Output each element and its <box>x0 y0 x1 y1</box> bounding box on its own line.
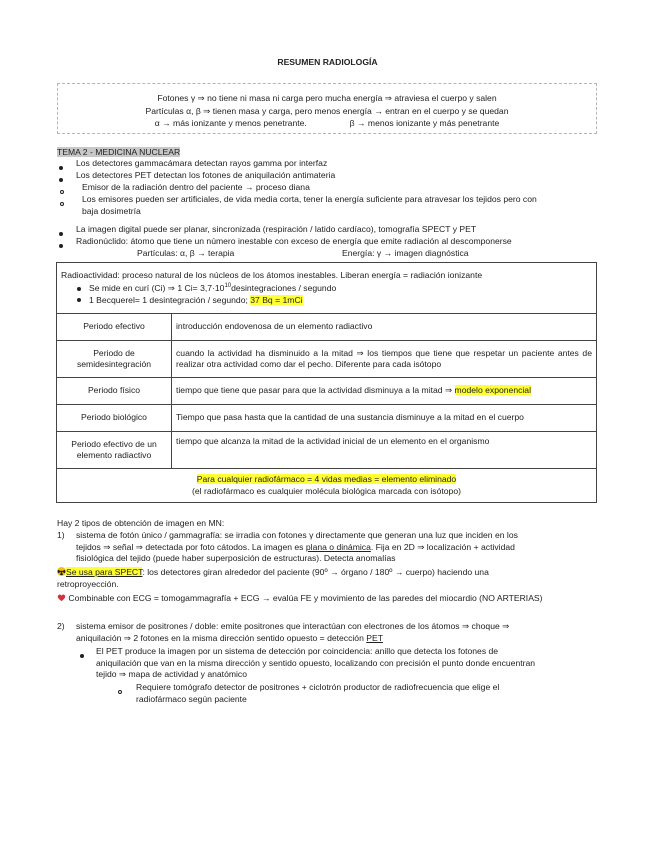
ecg-note: Combinable con ECG = tomogammagrafía + ECG → evalúa FE y movimiento de las paredes del miocardio (NO ARTERIAS) <box>57 593 602 605</box>
becquerel-line: 1 Becquerel= 1 desintegración / segundo; 37 Bq = 1mCi <box>61 295 592 307</box>
spect-highlight: Se usa para SPECT <box>66 567 143 577</box>
bullet-dot <box>80 650 84 662</box>
page-title: RESUMEN RADIOLOGÍA <box>277 57 378 67</box>
row-text-periodo-efectivo: introducción endovenosa de un elemento radiactivo <box>172 314 597 341</box>
row-label-periodo-efectivo-elemento: Periodo efectivo de un elemento radiactivo <box>57 432 172 469</box>
bullet-pet-coincidencia: El PET produce la imagen por un sistema de detección por coincidencia: anillo que detecta los fotones de aniquilación que van en la misma dirección y sentido opuesto, localizando con precisión el punto donde encuentran tejido ⇒ mapa de actividad y anatómico <box>96 646 536 679</box>
section-heading: TEMA 2 - MEDICINA NUCLEAR <box>57 147 181 157</box>
bullet-ring <box>118 686 122 698</box>
anatomical-heart-icon <box>57 593 66 602</box>
radioactivity-table <box>56 262 597 503</box>
radiation-icon <box>57 567 66 576</box>
row-text-periodo-efectivo-elemento: tiempo que alcanza la mitad de la actividad inicial de un elemento en el organismo <box>172 432 597 469</box>
radiofarmaco-cell <box>57 469 597 503</box>
bullet-dot <box>59 162 63 174</box>
bullet-dot <box>59 240 63 252</box>
energia-diagnostica: Energía: γ → imagen diagnóstica <box>342 248 469 258</box>
alpha-note: α → más ionizante y menos penetrante. <box>154 118 307 128</box>
radioactividad-cell <box>57 263 597 314</box>
intro-box <box>57 83 597 134</box>
bullet-gammacamara: Los detectores gammacámara detectan rayos gamma por interfaz <box>76 158 328 168</box>
item-foton-unico: sistema de fotón único / gammagrafía: se irradia con fotones γ directamente que generan una luz que inciden en los tejidos ⇒ señal ⇒ detectada por foto cátodos. La imagen es plana o dinámica. Fija en 2D ⇒ localización + actividad fisiológica del tejido (puede haber superposición de estructuras). Detecta anomalías <box>76 530 518 563</box>
bullet-pet: Los detectores PET detectan los fotones de aniquilación antimateria <box>76 170 336 180</box>
bullet-radionuclido: Radionúclido: átomo que tiene un número inestable con exceso de energía que emite radiación al descomponerse <box>76 236 512 246</box>
beta-note: β → menos ionizante y más penetrante <box>349 118 500 128</box>
bq-highlight: 37 Bq = 1mCi <box>250 294 303 305</box>
sub-bullet-tomografo: Requiere tomógrafo detector de positrones + ciclotrón productor de radiofrecuencia que elige el radiofármaco según paciente <box>136 682 500 704</box>
curie-line: Se mide en curí (Ci) ⇒ 1 $Ci= 3,7\cdot 10^{10}desintegraciones$ / segundo <box>61 281 592 294</box>
list-number-1: 1) <box>57 530 65 540</box>
intro-line-alpha-beta <box>58 117 596 130</box>
sub-bullet-emisores: Los emisores pueden ser artificiales, de vida media corta, tener la energía suficiente para atravesar los tejidos pero con baja dosimetría <box>82 194 537 216</box>
bullet-ring <box>60 186 64 198</box>
bullet-dot <box>59 174 63 186</box>
bullet-dot <box>59 228 63 240</box>
intro-line-particles: Partículas α, β ⇒ tienen masa y carga, pero menos energía → entran en el cuerpo y se quedan <box>145 105 509 116</box>
row-text-semidesintegracion: cuando la actividad ha disminuido a la mitad ⇒ los tiempos que tiene que respetar un paciente antes de realizar otra actividad como dar el pecho. Diferente para cada isótopo <box>172 341 597 378</box>
particulas-terapia: Partículas: α, β → terapia <box>137 248 235 258</box>
row-label-periodo-biologico: Periodo biológico <box>57 405 172 432</box>
vidas-medias-highlight: Para cualquier radiofármaco = 4 vidas medias = elemento eliminado <box>196 474 457 484</box>
modelo-exponencial-highlight: modelo exponencial <box>454 385 531 396</box>
radioactividad-definition: Radioactividad: proceso natural de los núcleos de los átomos inestables. Liberan energía = radiación ionizante <box>61 269 483 280</box>
item-emisor-positrones: sistema emisor de positrones / doble: emite positrones que interactúan con electrones de los átomos ⇒ choque ⇒ aniquilación ⇒ 2 fotones en la misma dirección sentido opuesto = detección PET <box>76 621 510 643</box>
row-text-periodo-biologico: Tiempo que pasa hasta que la cantidad de una sustancia disminuye a la mitad en el cuerpo <box>172 405 597 432</box>
sub-bullet-emisor: Emisor de la radiación dentro del paciente → proceso diana <box>82 182 310 192</box>
row-label-periodo-fisico: Periodo físico <box>57 378 172 405</box>
bullet-ring <box>60 198 64 210</box>
spect-note: Se usa para SPECT: los detectores giran alrededor del paciente (90º → órgano / 180º → cuerpo) haciendo una retroproyección. <box>57 567 489 589</box>
row-label-periodo-efectivo: Periodo efectivo <box>57 314 172 341</box>
list-number-2: 2) <box>57 621 65 631</box>
row-label-semidesintegracion: Periodo de semidesintegración <box>57 341 172 378</box>
radiofarmaco-note: (el radiofármaco es cualquier molécula biológica marcada con isótopo) <box>192 485 461 496</box>
bullet-imagen-digital: La imagen digital puede ser planar, sincronizada (respiración / latido cardíaco), tomografía SPECT y PET <box>76 224 477 234</box>
intro-line-photons: Fotones γ ⇒ no tiene ni masa ni carga pero mucha energía ⇒ atraviesa el cuerpo y salen <box>157 93 497 103</box>
row-text-periodo-fisico: tiempo que tiene que pasar para que la actividad disminuya a la mitad ⇒ modelo exponencial <box>172 378 597 405</box>
mn-intro: Hay 2 tipos de obtención de imagen en MN: <box>57 518 225 528</box>
